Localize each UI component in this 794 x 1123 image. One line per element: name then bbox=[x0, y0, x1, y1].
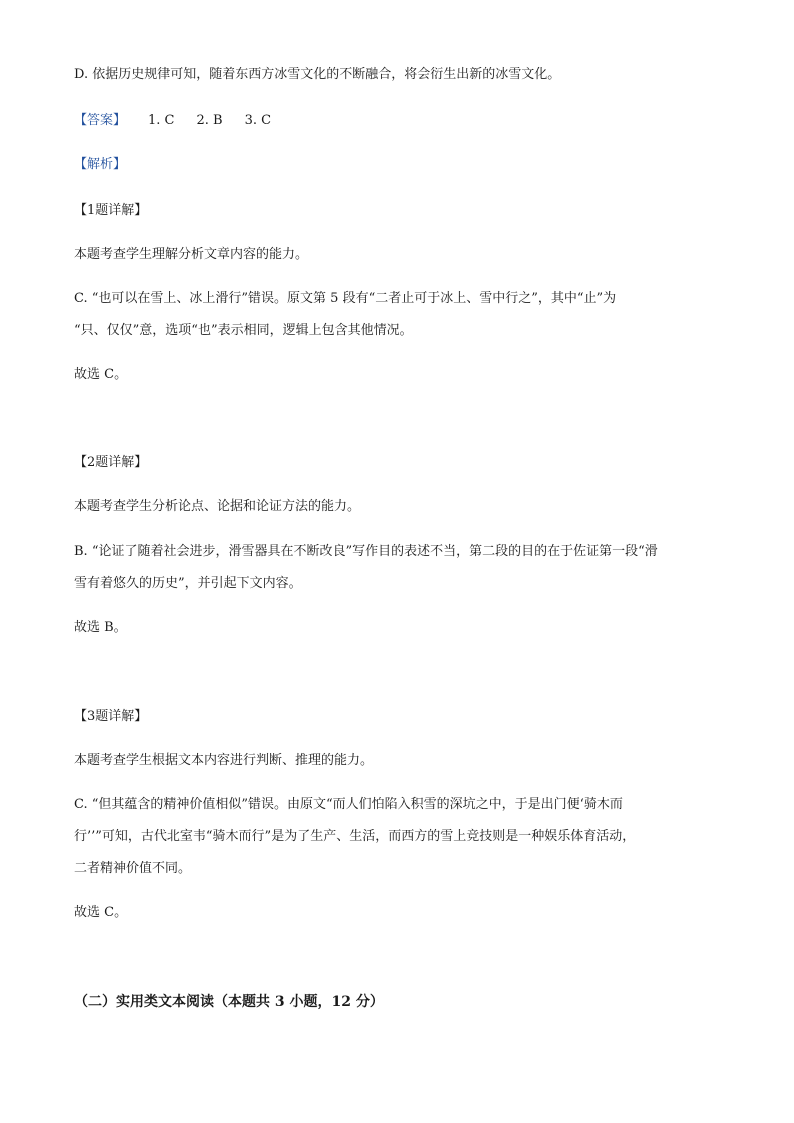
answer-item-1: 1. C bbox=[148, 113, 175, 128]
q2-intro: 本题考查学生分析论点、论据和论证方法的能力。 bbox=[74, 499, 361, 514]
q2-explanation-line-2: 雪有着悠久的历史”，并引起下文内容。 bbox=[74, 576, 302, 591]
answer-item-2: 2. B bbox=[196, 113, 223, 128]
q3-explanation-line-2: 行’’”可知，古代北室韦“骑木而行”是为了生产、生活，而西方的雪上竞技则是一种娱乐体育活动， bbox=[74, 829, 636, 844]
q1-heading: 【1题详解】 bbox=[74, 203, 148, 218]
section-heading: （二）实用类文本阅读（本题共 3 小题，12 分） bbox=[74, 994, 384, 1010]
q1-conclusion: 故选 C。 bbox=[74, 367, 128, 382]
analysis-label: 【解析】 bbox=[74, 157, 127, 172]
answer-line bbox=[74, 112, 734, 130]
q2-conclusion: 故选 B。 bbox=[74, 620, 127, 635]
q2-heading: 【2题详解】 bbox=[74, 455, 148, 470]
q3-intro: 本题考查学生根据文本内容进行判断、推理的能力。 bbox=[74, 753, 374, 768]
option-d-text: D. 依据历史规律可知，随着东西方冰雪文化的不断融合，将会衍生出新的冰雪文化。 bbox=[74, 67, 561, 82]
q3-explanation-line-3: 二者精神价值不同。 bbox=[74, 861, 192, 876]
q1-explanation-line-2: “只、仅仅”意，选项“也”表示相同，逻辑上包含其他情况。 bbox=[74, 323, 413, 338]
q3-explanation-line-1: C. “但其蕴含的精神价值相似”错误。由原文“而人们怕陷入积雪的深坑之中，于是出门便‘骑木而 bbox=[74, 797, 623, 812]
q3-conclusion: 故选 C。 bbox=[74, 905, 128, 920]
q1-intro: 本题考查学生理解分析文章内容的能力。 bbox=[74, 247, 309, 262]
q2-explanation-line-1: B. “论证了随着社会进步，滑雪器具在不断改良”写作目的表述不当，第二段的目的在于佐证第一段“滑 bbox=[74, 544, 658, 559]
q3-heading: 【3题详解】 bbox=[74, 709, 148, 724]
answer-item-3: 3. C bbox=[244, 113, 272, 128]
q1-explanation-line-1: C. “也可以在雪上、冰上滑行”错误。原文第 5 段有“二者止可于冰上、雪中行之”，其中“止”为 bbox=[74, 291, 617, 306]
answer-label: 【答案】 bbox=[74, 113, 127, 128]
